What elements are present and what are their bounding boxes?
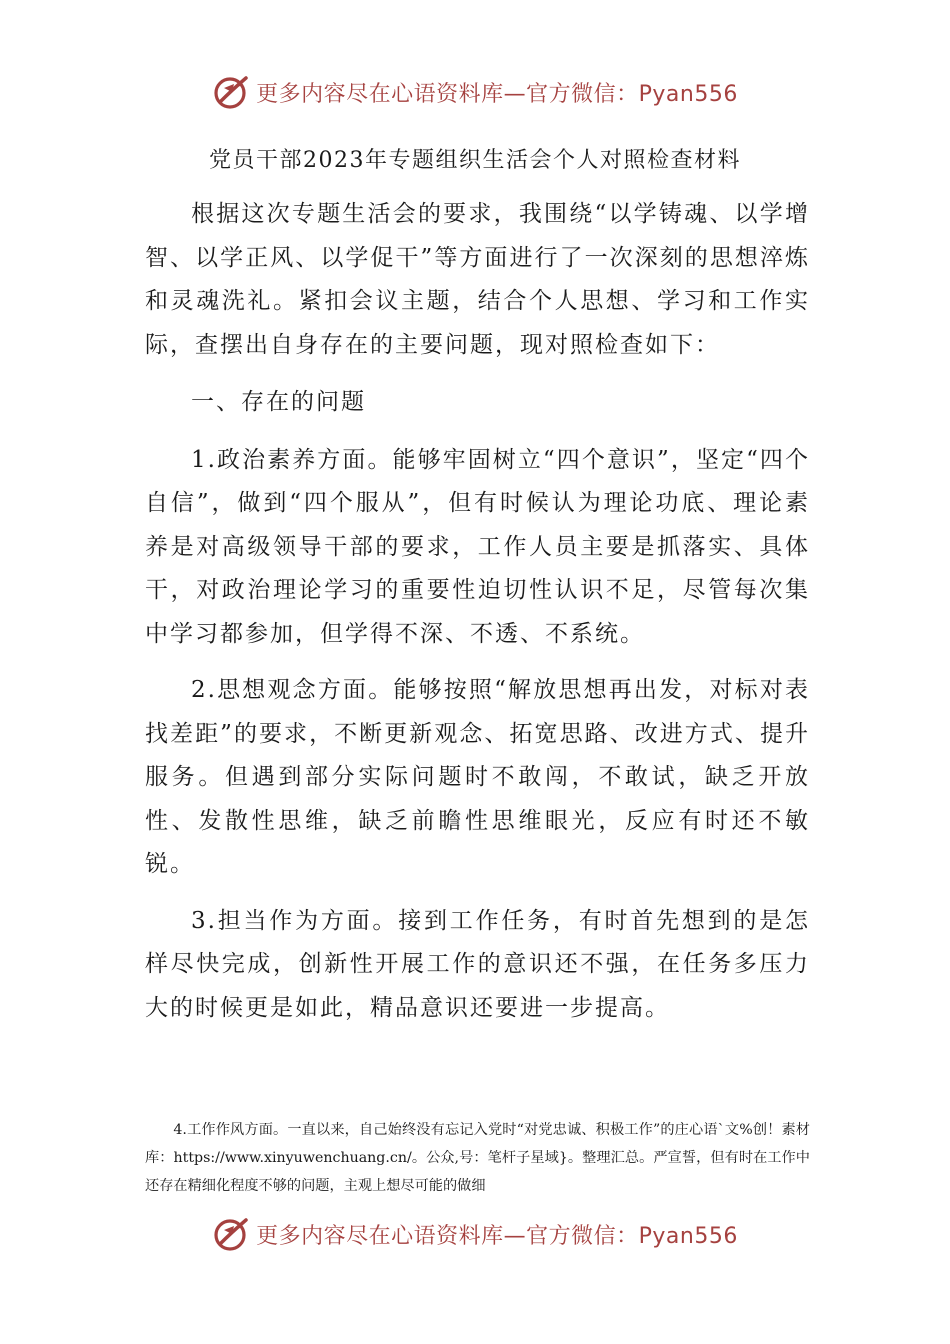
document-body [145,193,810,1043]
paragraph-political: 1.政治素养方面。能够牢固树立“四个意识”，坚定“四个自信”，做到“四个服从”，但有时候认为理论功底、理论素养是对高级领导干部的要求，工作人员主要是抓落实、具体干，对政治理论学习的重要性迫切性认识不足，尽管每次集中学习都参加，但学得不深、不透、不系统。 [145,446,810,647]
paragraph-responsibility: 3.担当作为方面。接到工作任务，有时首先想到的是怎样尽快完成，创新性开展工作的意识还不强，在任务多压力大的时候更是如此，精品意识还要进一步提高。 [145,907,810,1021]
intro-paragraph: 根据这次专题生活会的要求，我围绕“以学铸魂、以学增智、以学正风、以学促干”等方面进行了一次深刻的思想淬炼和灵魂洗礼。紧扣会议主题，结合个人思想、学习和工作实际，查摆出自身存在的主要问题，现对照检查如下： [145,201,810,358]
paragraph-thinking: 2.思想观念方面。能够按照“解放思想再出发，对标对表找差距”的要求，不断更新观念、拓宽思路、改进方式、提升服务。但遇到部分实际问题时不敢闯，不敢试，缺乏开放性、发散性思维，缺乏前瞻性思维眼光，反应有时还不敏锐。 [145,677,810,877]
document-title: 党员干部2023年专题组织生活会个人对照检查材料 [209,148,741,173]
paragraph-work-style: 4.工作作风方面。一直以来，自己始终没有忘记入党时“对党忠诚、积极工作”的庄心语`文%创！素材库：https://www.xinyuwenchuang.cn/。公众,号：笔杆子星域}。整理汇总。严宣誓，但有时在工作中还存在精细化程度不够的问题，主观上想尽可能的做细 [145,1122,810,1194]
banner-text: 更多内容尽在心语资料库—官方微信：Pyan556 [256,1223,738,1249]
footer-banner [0,1212,950,1256]
section-heading: 一、存在的问题 [191,389,366,415]
header-banner [0,70,950,114]
brush-pen-logo-icon [212,72,252,112]
brush-pen-logo-icon [212,1214,252,1254]
banner-text: 更多内容尽在心语资料库—官方微信：Pyan556 [256,81,738,107]
